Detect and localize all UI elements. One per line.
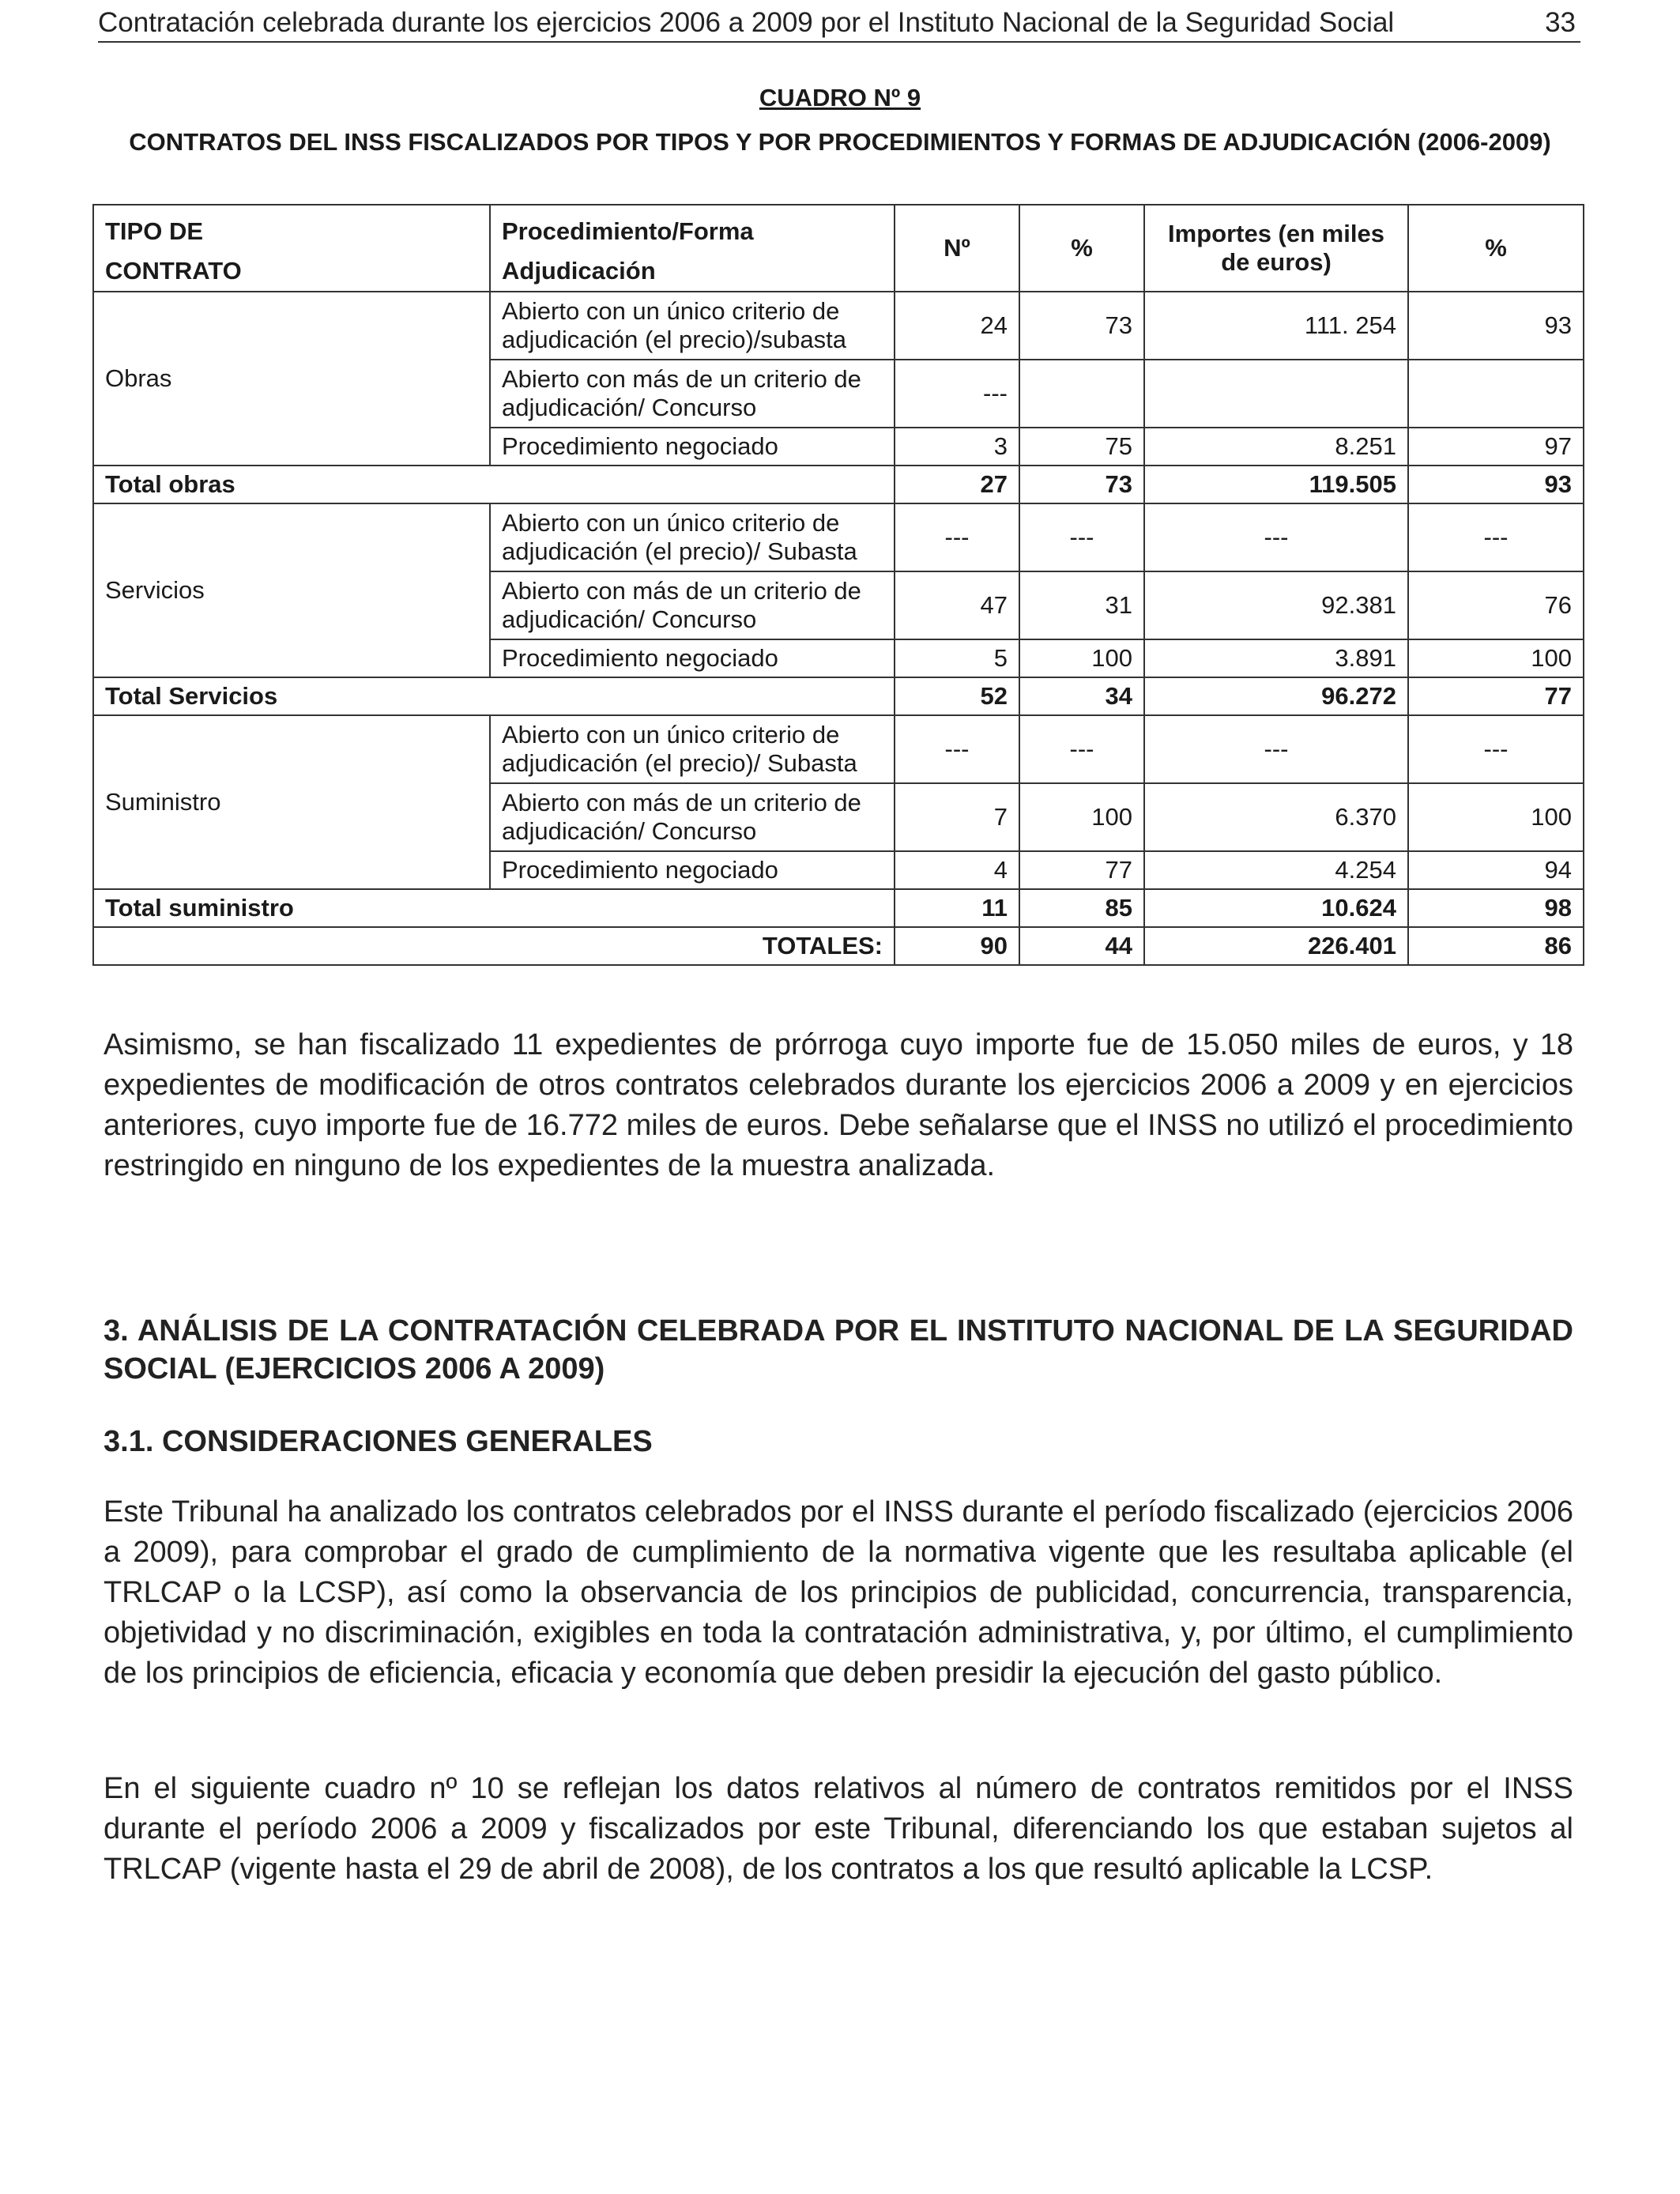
importe-cell: 6.370 xyxy=(1144,783,1408,851)
table-title: CONTRATOS DEL INSS FISCALIZADOS POR TIPOS Y POR PROCEDIMIENTOS Y FORMAS DE ADJUDICACIÓN (2006-2009) xyxy=(129,128,1551,156)
grand-total-label: TOTALES: xyxy=(93,927,895,965)
total-label: Total Servicios xyxy=(93,677,895,715)
importe-cell: 226.401 xyxy=(1144,927,1408,965)
pct-cell: 34 xyxy=(1019,677,1144,715)
table-row xyxy=(93,715,1584,783)
importe-cell: --- xyxy=(1144,715,1408,783)
pct2-cell: 100 xyxy=(1408,783,1584,851)
importe-cell xyxy=(1144,360,1408,428)
paragraph-prorrogas: Asimismo, se han fiscalizado 11 expedientes de prórroga cuyo importe fue de 15.050 miles de euros, y 18 expedientes de modificación de otros contratos celebrados durante los ejercicios 2006 a 2009 y en ejercicios anteriores, cuyo importe fue de 16.772 miles de euros. Debe señalarse que el INSS no utilizó el procedimiento restringido en ninguno de los expedientes de la muestra analizada. xyxy=(104,1028,1573,1182)
n-cell: --- xyxy=(895,503,1019,571)
n-cell: 7 xyxy=(895,783,1019,851)
proc-cell: Abierto con más de un criterio de adjudicación/ Concurso xyxy=(490,571,895,639)
section-heading-3: 3. ANÁLISIS DE LA CONTRATACIÓN CELEBRADA POR EL INSTITUTO NACIONAL DE LA SEGURIDAD SOCIAL (EJERCICIOS 2006 A 2009) xyxy=(104,1314,1573,1385)
pct-cell: 73 xyxy=(1019,292,1144,360)
proc-cell: Abierto con un único criterio de adjudicación (el precio)/ Subasta xyxy=(490,715,895,783)
table-row xyxy=(93,292,1584,360)
header-pct: % xyxy=(1019,205,1144,292)
pct-cell: 100 xyxy=(1019,639,1144,677)
pct2-cell: 76 xyxy=(1408,571,1584,639)
paragraph-consideraciones: Este Tribunal ha analizado los contratos celebrados por el INSS durante el período fiscalizado (ejercicios 2006 a 2009), para comprobar el grado de cumplimiento de la normativa vigente que les resultaba aplicable (el TRLCAP o la LCSP), así como la observancia de los principios de publicidad, concurrencia, transparencia, objetividad y no discriminación, exigibles en toda la contratación administrativa, y, por último, el cumplimiento de los principios de eficiencia, eficacia y economía que deben presidir la ejecución del gasto público. xyxy=(104,1495,1573,1690)
pct-cell: 75 xyxy=(1019,428,1144,466)
pct2-cell: 77 xyxy=(1408,677,1584,715)
importe-cell: --- xyxy=(1144,503,1408,571)
header-n: Nº xyxy=(895,205,1019,292)
total-row-obras xyxy=(93,466,1584,503)
proc-cell: Abierto con un único criterio de adjudicación (el precio)/subasta xyxy=(490,292,895,360)
n-cell: 3 xyxy=(895,428,1019,466)
proc-cell: Abierto con un único criterio de adjudicación (el precio)/ Subasta xyxy=(490,503,895,571)
tipo-obras: Obras xyxy=(93,292,490,466)
pct-cell: 85 xyxy=(1019,889,1144,927)
pct2-cell: 94 xyxy=(1408,851,1584,889)
section-heading-3-1: 3.1. CONSIDERACIONES GENERALES xyxy=(104,1425,653,1458)
header-pct2: % xyxy=(1408,205,1584,292)
pct2-cell: 93 xyxy=(1408,466,1584,503)
proc-cell: Procedimiento negociado xyxy=(490,851,895,889)
pct-cell: 31 xyxy=(1019,571,1144,639)
n-cell: 90 xyxy=(895,927,1019,965)
pct2-cell: --- xyxy=(1408,715,1584,783)
total-label: Total obras xyxy=(93,466,895,503)
table-header-row xyxy=(93,205,1584,292)
n-cell: 27 xyxy=(895,466,1019,503)
grand-total-row xyxy=(93,927,1584,965)
importe-cell: 96.272 xyxy=(1144,677,1408,715)
importe-cell: 4.254 xyxy=(1144,851,1408,889)
table-number: CUADRO Nº 9 xyxy=(759,84,921,111)
proc-cell: Procedimiento negociado xyxy=(490,639,895,677)
pct2-cell: 93 xyxy=(1408,292,1584,360)
pct-cell: --- xyxy=(1019,715,1144,783)
pct-cell: 77 xyxy=(1019,851,1144,889)
pct-cell: 44 xyxy=(1019,927,1144,965)
contracts-table xyxy=(92,204,1584,966)
importe-cell: 3.891 xyxy=(1144,639,1408,677)
n-cell: 52 xyxy=(895,677,1019,715)
n-cell: 47 xyxy=(895,571,1019,639)
table-row xyxy=(93,503,1584,571)
pct2-cell: 98 xyxy=(1408,889,1584,927)
n-cell: 4 xyxy=(895,851,1019,889)
proc-cell: Abierto con más de un criterio de adjudicación/ Concurso xyxy=(490,360,895,428)
importe-cell: 111. 254 xyxy=(1144,292,1408,360)
total-label: Total suministro xyxy=(93,889,895,927)
pct2-cell: --- xyxy=(1408,503,1584,571)
n-cell: 24 xyxy=(895,292,1019,360)
n-cell: --- xyxy=(895,360,1019,428)
pct-cell xyxy=(1019,360,1144,428)
pct2-cell xyxy=(1408,360,1584,428)
importe-cell: 119.505 xyxy=(1144,466,1408,503)
total-row-servicios xyxy=(93,677,1584,715)
tipo-suministro: Suministro xyxy=(93,715,490,889)
n-cell: 5 xyxy=(895,639,1019,677)
tipo-servicios: Servicios xyxy=(93,503,490,677)
pct-cell: --- xyxy=(1019,503,1144,571)
running-title: Contratación celebrada durante los ejercicios 2006 a 2009 por el Instituto Nacional de la Seguridad Social xyxy=(98,7,1395,38)
header-importes: Importes (en miles de euros) xyxy=(1144,205,1408,292)
n-cell: --- xyxy=(895,715,1019,783)
pct-cell: 73 xyxy=(1019,466,1144,503)
pct2-cell: 100 xyxy=(1408,639,1584,677)
pct-cell: 100 xyxy=(1019,783,1144,851)
proc-cell: Procedimiento negociado xyxy=(490,428,895,466)
n-cell: 11 xyxy=(895,889,1019,927)
paragraph-cuadro-10: En el siguiente cuadro nº 10 se reflejan los datos relativos al número de contratos remitidos por el INSS durante el período 2006 a 2009 y fiscalizados por este Tribunal, diferenciando los que estaban sujetos al TRLCAP (vigente hasta el 29 de abril de 2008), de los contratos a los que resultó aplicable la LCSP. xyxy=(104,1772,1573,1886)
header-procedimiento: Procedimiento/Forma Adjudicación xyxy=(490,205,895,292)
pct2-cell: 86 xyxy=(1408,927,1584,965)
pct2-cell: 97 xyxy=(1408,428,1584,466)
proc-cell: Abierto con más de un criterio de adjudicación/ Concurso xyxy=(490,783,895,851)
total-row-suministro xyxy=(93,889,1584,927)
importe-cell: 92.381 xyxy=(1144,571,1408,639)
page-number: 33 xyxy=(1545,7,1576,38)
running-header xyxy=(98,5,1580,43)
importe-cell: 10.624 xyxy=(1144,889,1408,927)
importe-cell: 8.251 xyxy=(1144,428,1408,466)
header-tipo: TIPO DE CONTRATO xyxy=(93,205,490,292)
